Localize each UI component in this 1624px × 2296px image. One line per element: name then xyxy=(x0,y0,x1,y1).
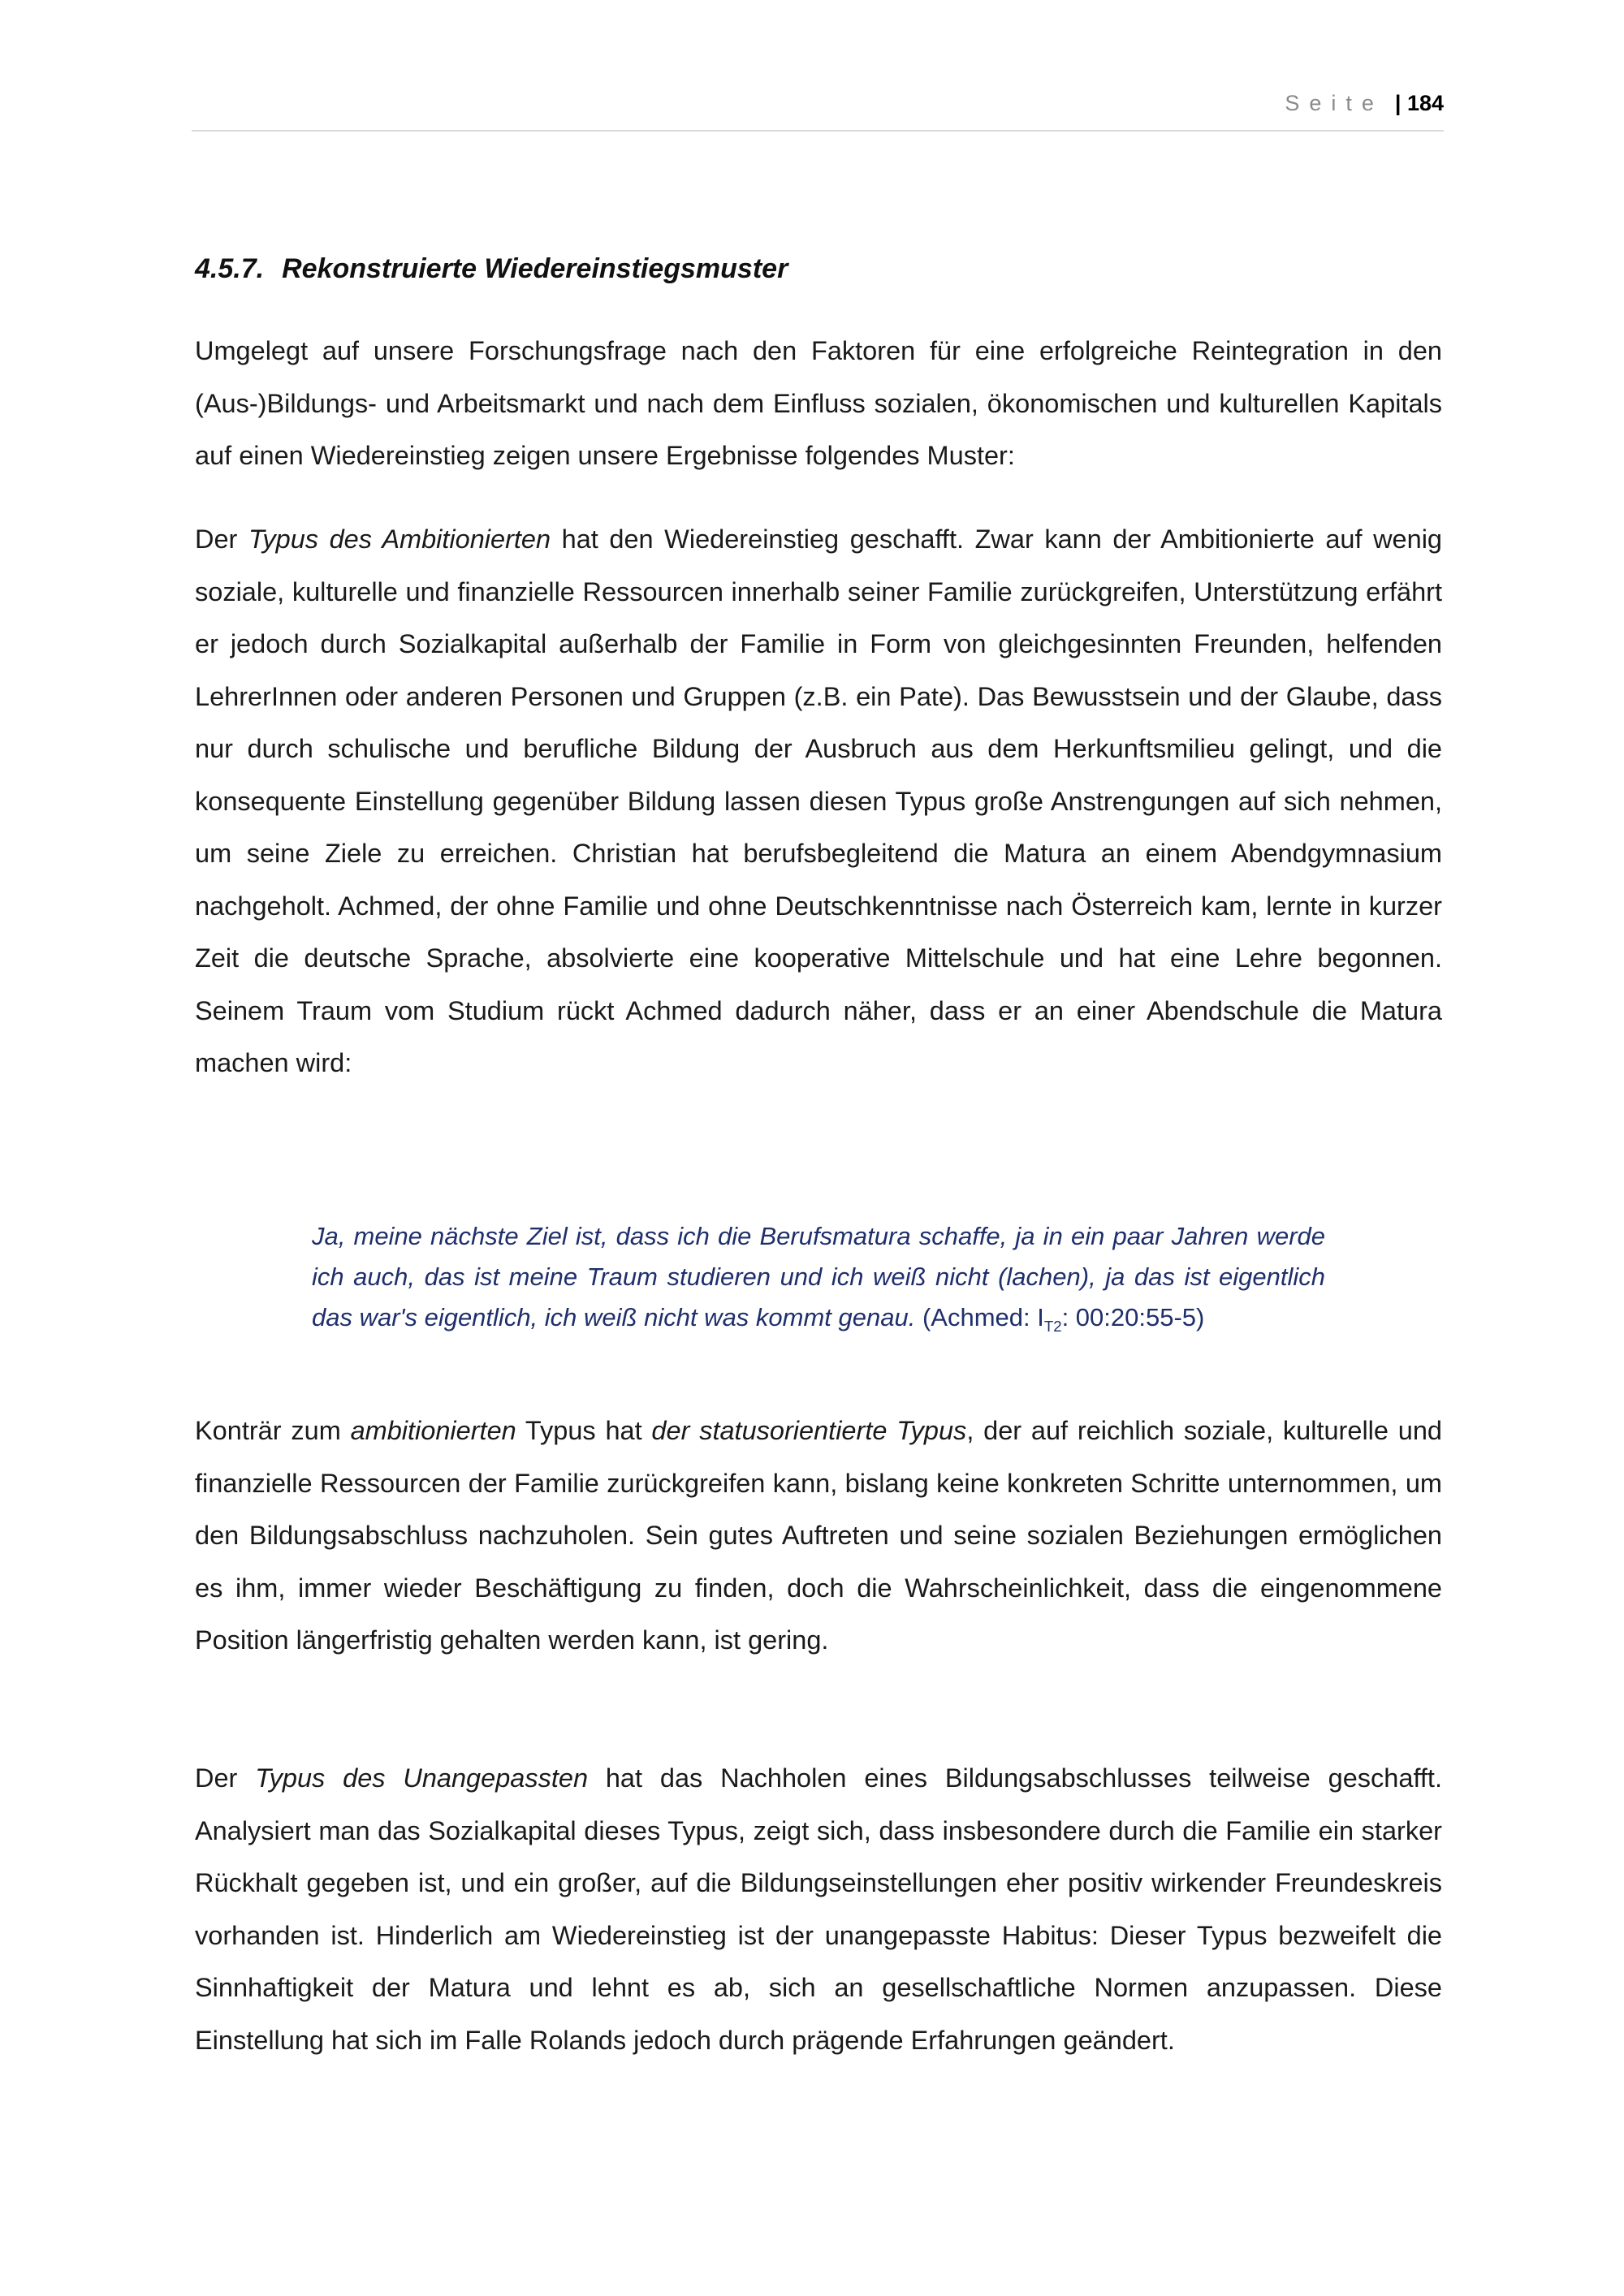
block-quote xyxy=(312,1216,1325,1347)
page-header xyxy=(192,91,1444,132)
page-number: 184 xyxy=(1406,91,1444,115)
paragraph-3 xyxy=(195,1405,1442,1667)
paragraph-4 xyxy=(195,1752,1442,2066)
section-heading xyxy=(195,253,788,285)
quote-text: Ja, meine nächste Ziel ist, dass ich die Berufsmatura schaffe, ja in ein paar Jahren werde ich auch, das ist meine Traum studieren und ich weiß nicht (lachen), ja das ist eigentlich das war's eigentlich, ich weiß nicht was kommt genau. xyxy=(312,1222,1325,1331)
section-title: Rekonstruierte Wiedereinstiegsmuster xyxy=(282,253,788,284)
quote-source-sub: T2 xyxy=(1043,1318,1062,1336)
emphasis: Typus des Unangepassten xyxy=(255,1763,589,1793)
quote-source-time: : 00:20:55-5) xyxy=(1061,1303,1205,1331)
text: hat den Wiedereinstieg geschafft. Zwar kann der Ambitionierte auf wenig soziale, kulturelle und finanzielle Ressourcen innerhalb seiner Familie zurückgreifen, Unterstützung erfährt er jedoch durch Sozialkapital außerhalb der Familie in Form von gleichgesinnten Freunden, helfenden LehrerInnen oder anderen Personen und Gruppen (z.B. ein Pate). Das Bewusstsein und der Glaube, dass nur durch schulische und berufliche Bildung der Ausbruch aus dem Herkunftsmilieu gelingt, und die konsequente Einstellung gegenüber Bildung lassen diesen Typus große Anstrengungen auf sich nehmen, um seine Ziele zu erreichen. Christian hat berufsbegleitend die Matura an einem Abendgymnasium nachgeholt. Achmed, der ohne Familie und ohne Deutschkenntnisse nach Österreich kam, lernte in kurzer Zeit die deutsche Sprache, absolvierte eine kooperative Mittelschule und hat eine Lehre begonnen. Seinem Traum vom Studium rückt Achmed dadurch näher, dass er an einer Abendschule die Matura machen wird: xyxy=(195,524,1443,1077)
emphasis: Typus des Ambitionierten xyxy=(248,524,551,554)
text: hat das Nachholen eines Bildungsabschlusses teilweise geschafft. Analysiert man das Sozialkapital dieses Typus, zeigt sich, dass insbesondere durch die Familie ein starker Rückhalt gegeben ist, und ein großer, auf die Bildungseinstellungen eher positiv wirkender Freundeskreis vorhanden ist. Hinderlich am Wiedereinstieg ist der unangepasste Habitus: Dieser Typus bezweifelt die Sinnhaftigkeit der Matura und lehnt es ab, sich an gesellschaftliche Normen anzupassen. Diese Einstellung hat sich im Falle Rolands jedoch durch prägende Erfahrungen geändert. xyxy=(195,1763,1442,2055)
section-number: 4.5.7. xyxy=(195,253,265,284)
paragraph-1: Umgelegt auf unsere Forschungsfrage nach den Faktoren für eine erfolgreiche Reintegration in den (Aus-)Bildungs- und Arbeitsmarkt und nach dem Einfluss sozialen, ökonomischen und kulturellen Kapitals auf einen Wiedereinstieg zeigen unsere Ergebnisse folgendes Muster: xyxy=(195,336,1442,470)
text: , der auf reichlich soziale, kulturelle und finanzielle Ressourcen der Familie zurückgreifen kann, bislang keine konkreten Schritte unternommen, um den Bildungsabschluss nachzuholen. Sein gutes Auftreten und seine sozialen Beziehungen ermöglichen es ihm, immer wieder Beschäftigung zu finden, doch die Wahrscheinlichkeit, dass die eingenommene Position längerfristig gehalten werden kann, ist gering. xyxy=(195,1416,1442,1655)
emphasis: ambitionierten xyxy=(350,1416,516,1445)
emphasis: der statusorientierte Typus xyxy=(651,1416,967,1445)
text: Der xyxy=(195,1763,256,1793)
paragraph-2 xyxy=(195,513,1442,1090)
text: Typus hat xyxy=(516,1416,652,1445)
page-label: Seite xyxy=(1285,91,1384,115)
header-separator: | xyxy=(1394,91,1402,115)
text: Konträr zum xyxy=(195,1416,351,1445)
quote-source: (Achmed: I xyxy=(915,1303,1044,1331)
text: Der xyxy=(195,524,248,554)
